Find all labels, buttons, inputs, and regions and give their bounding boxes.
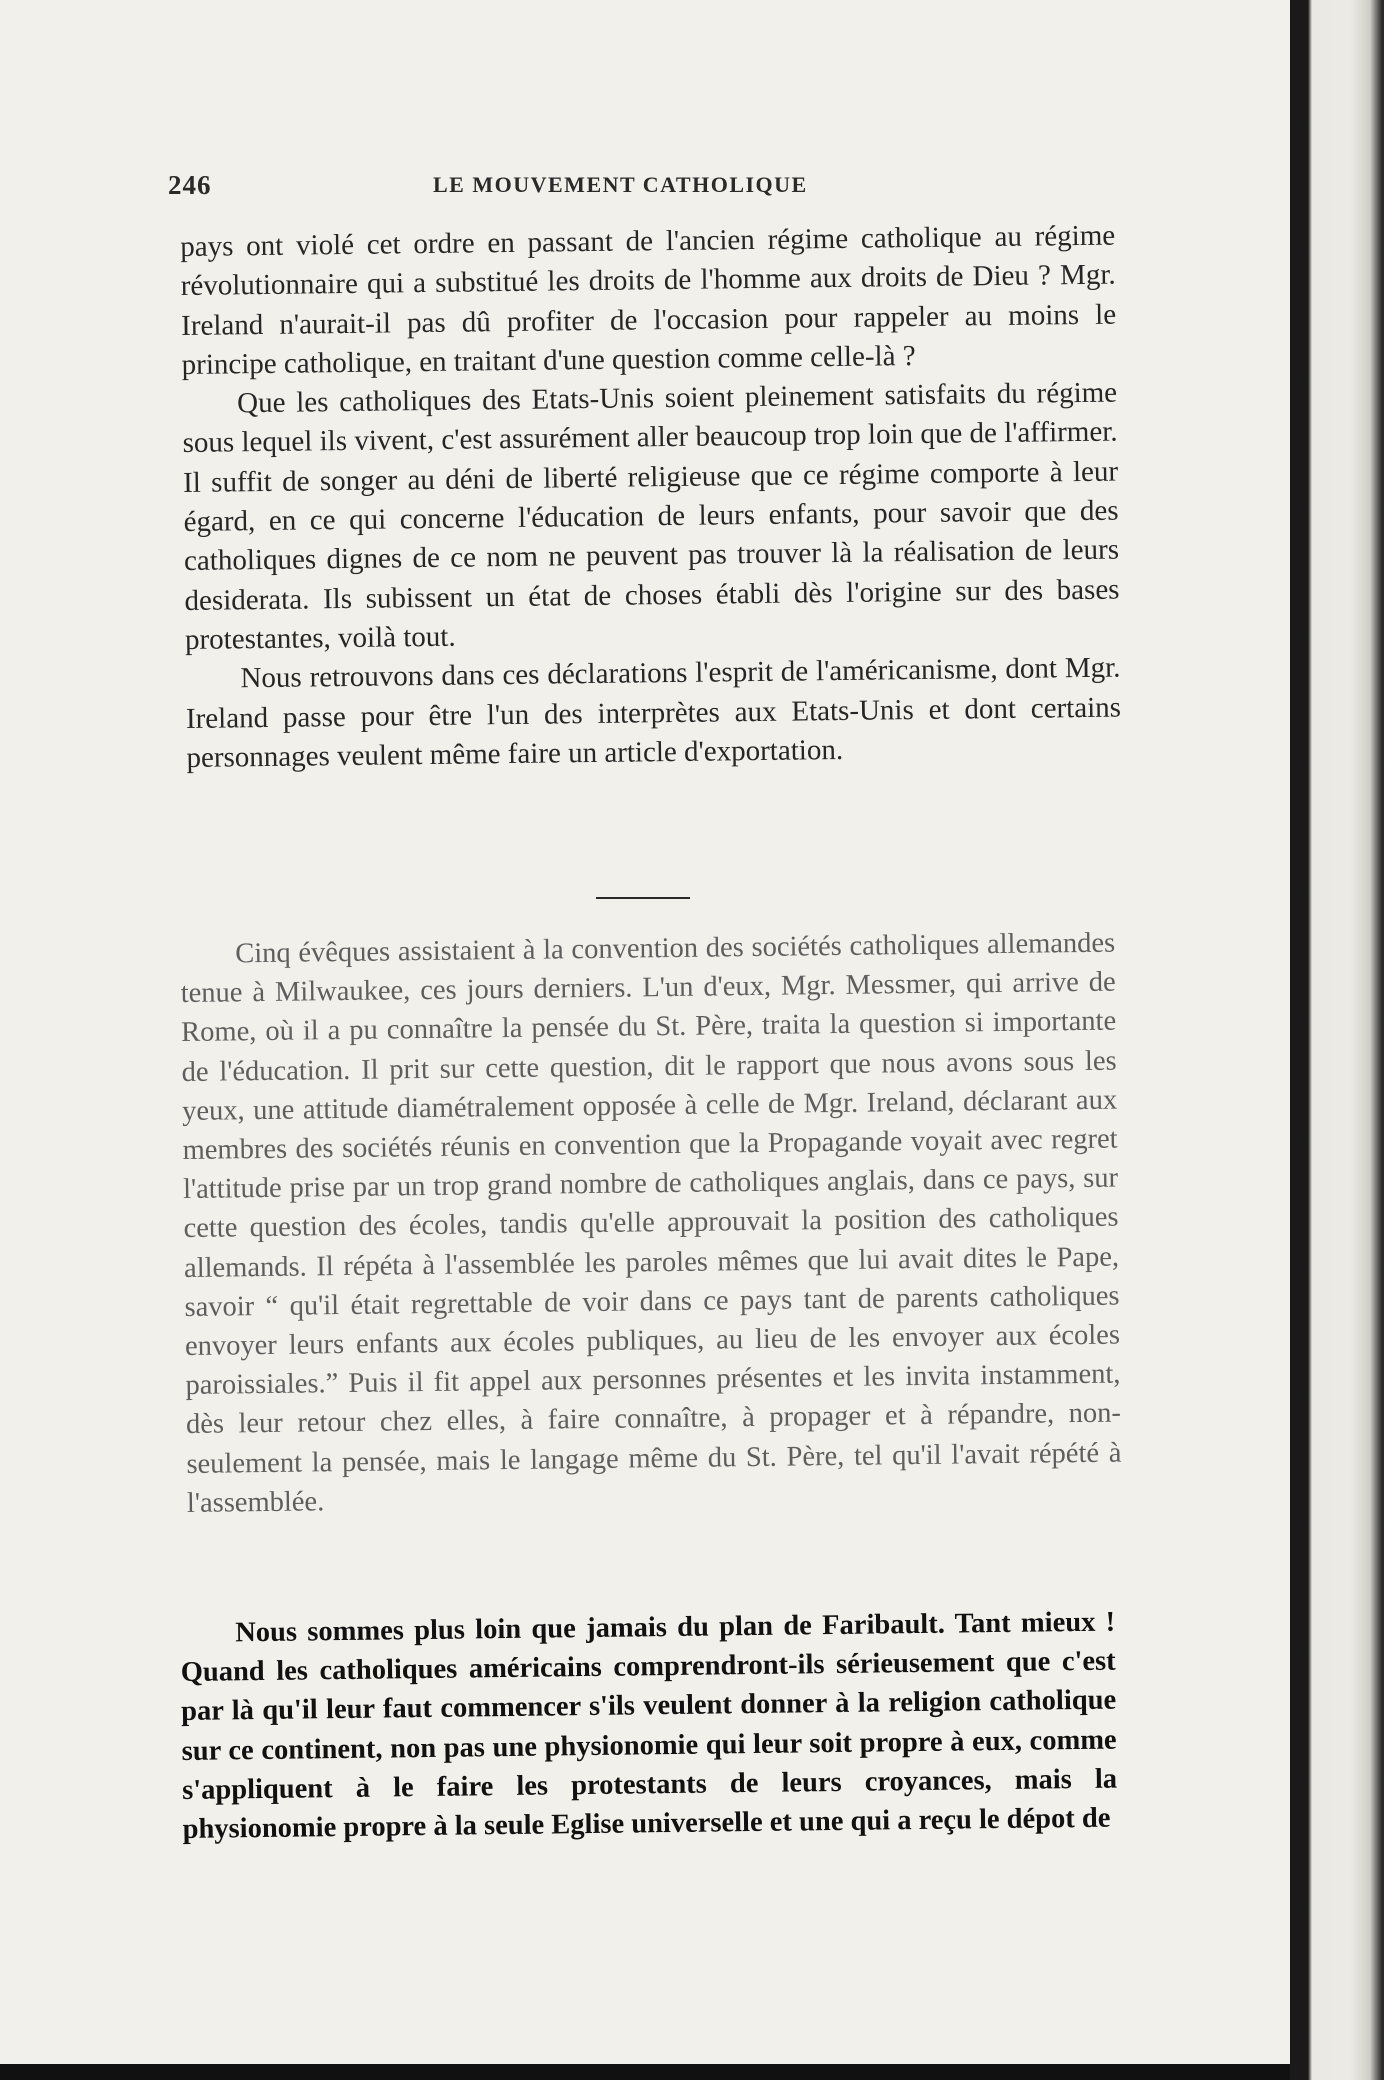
text-section-2 <box>180 924 1122 1523</box>
scan-border <box>0 2064 1290 2080</box>
section-divider <box>596 897 690 899</box>
text-section-3 <box>180 1603 1118 1850</box>
paragraph: Nous retrouvons dans ces déclarations l'esprit de l'américanisme, dont Mgr. Ireland passe pour être l'un des interprètes aux Etats-Unis et dont certains personnages veulent même faire un article d'exportation. <box>185 651 1122 774</box>
paragraph: Cinq évêques assistaient à la convention des sociétés catholiques allemandes tenue à Milwaukee, ces jours derniers. L'un d'eux, Mgr. Messmer, qui arrive de Rome, où il a pu connaître la pensée du St. Père, traita la question si importante de l'éducation. Il prit sur cette question, dit le rapport que nous avons sous les yeux, une attitude diamétralement opposée à celle de Mgr. Ireland, déclarant aux membres des sociétés réunis en convention que la Propagande voyait avec regret l'attitude prise par un trop grand nombre de catholiques anglais, dans ce pays, sur cette question des écoles, tandis qu'elle approuvait la position des catholiques allemands. Il répéta à l'assemblée les paroles mêmes que lui avait dites le Pape, savoir “ qu'il était regrettable de voir dans ce pays tant de parents catholiques envoyer leurs enfants aux écoles publiques, au lieu de les envoyer aux écoles paroissiales.” Puis il fit appel aux personnes présentes et les invita instamment, dès leur retour chez elles, à faire connaître, à propager et à répandre, non-seulement la pensée, mais le langage même du St. Père, tel qu'il l'avait répété à l'assemblée. <box>180 927 1122 1519</box>
paragraph: pays ont violé cet ordre en passant de l'ancien régime catholique au régime révolutionnaire qui a substitué les droits de l'homme aux droits de Dieu ? Mgr. Ireland n'aurait-il pas dû profiter de l'occasion pour rappeler au moins le principe catholique, en traitant d'une question comme celle-là ? <box>180 219 1117 381</box>
running-head <box>168 170 1108 206</box>
page-number: 246 <box>168 170 212 200</box>
text-section-1 <box>180 217 1122 779</box>
adjacent-page-edge <box>1290 0 1384 2080</box>
paragraph: Nous sommes plus loin que jamais du plan de Faribault. Tant mieux ! Quand les catholiques américains comprendront-ils sérieusement que c'est par là qu'il leur faut commencer s'ils veulent donner à la religion catholique sur ce continent, non pas une physionomie qui leur soit propre à eux, comme s'appliquent à le faire les protestants de leurs croyances, mais la physionomie propre à la seule Eglise universelle et une qui a reçu le dépot de <box>180 1606 1118 1845</box>
paragraph: Que les catholiques des Etats-Unis soient pleinement satisfaits du régime sous lequel ils vivent, c'est assurément aller beaucoup trop loin que de l'affirmer. Il suffit de songer au déni de liberté religieuse que ce régime comporte à leur égard, en ce qui concerne l'éducation de leurs enfants, pour savoir que des catholiques dignes de ce nom ne peuvent pas trouver là la réalisation de leurs desiderata. Ils subissent un état de choses établi dès l'origine sur des bases protestantes, voilà tout. <box>182 376 1120 656</box>
running-title: LE MOUVEMENT CATHOLIQUE <box>433 172 808 197</box>
